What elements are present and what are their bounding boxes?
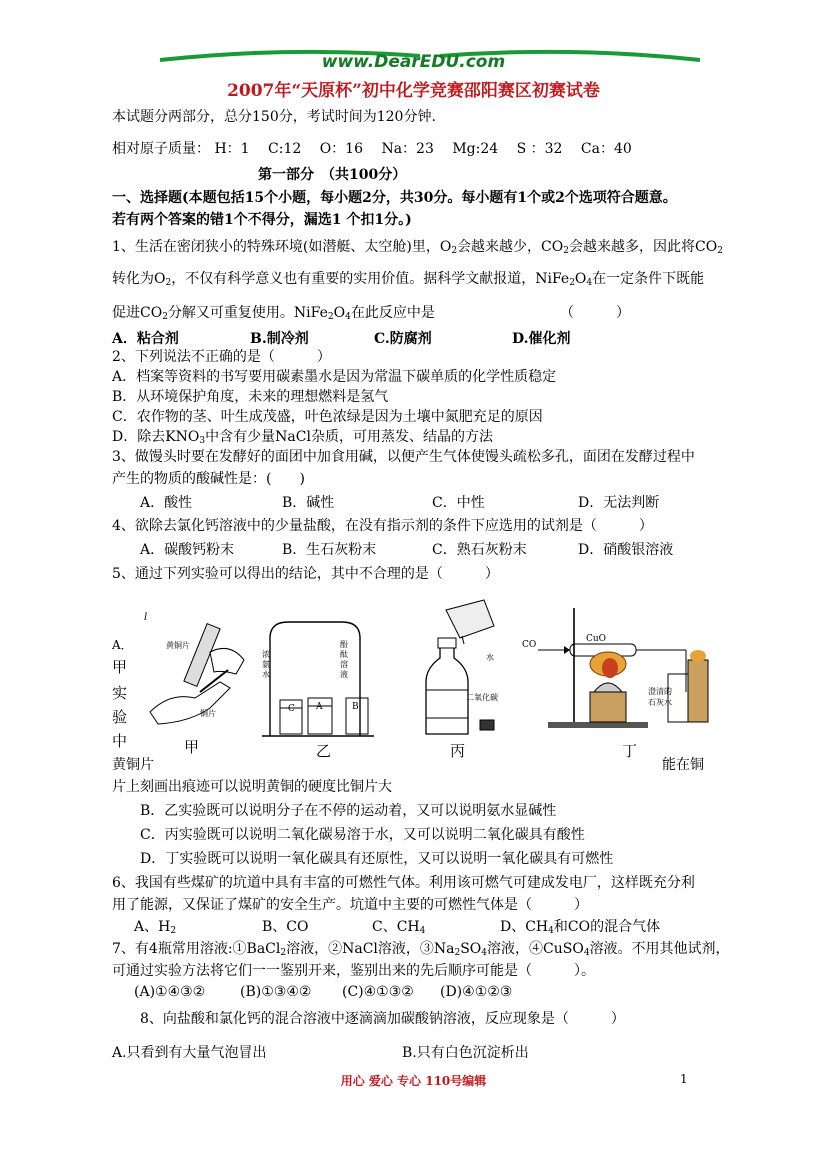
label-water: 水 xyxy=(486,653,494,662)
q1-line-2: 转化为$O_2$，不仅有科学意义也有重要的实用价值。据科学文献报道，$NiFe_2O_4$在一定条件下既能 xyxy=(112,271,705,288)
section-heading-2: 若有两个答案的错1个不得分，漏选1 个扣1分。) xyxy=(112,212,412,228)
q8-option-a: A.只看到有大量气泡冒出 xyxy=(112,1045,267,1061)
q8-stem: 8、向盐酸和氯化钙的混合溶液中逐滴滴加碳酸钠溶液，反应现象是（ ） xyxy=(140,1011,625,1027)
q3-option-b: B．碱性 xyxy=(282,495,335,511)
figure-label-ding: 丁 xyxy=(622,742,638,760)
q7-option-b: (B)①③④② xyxy=(240,984,312,1000)
q1-line-3: 促进$CO_2$分解又可重复使用。$NiFe_2O_4$在此反应中是 xyxy=(112,305,435,322)
section-heading-1: 一、选择题(本题包括15个小题，每小题2分，共30分。每小题有1个或2个选项符合题意。 xyxy=(112,190,677,206)
q7-line-1: 7、有4瓶常用溶液:①BaCl$_2$溶液，②NaCl溶液，$③Na_2SO_4$溶液，④CuSO$_4$溶液。不用其他试剂， xyxy=(112,941,730,958)
q5-side-char: 甲 xyxy=(112,658,128,676)
q7-line-2: 可通过实验方法将它们一一鉴别开来，鉴别出来的先后顺序可能是（ ）。 xyxy=(112,963,595,979)
q3-option-c: C．中性 xyxy=(432,495,485,511)
q6-option-a: A、$H_2$ xyxy=(134,919,177,936)
intro-line-2: 相对原子质量： H：1 C:12 O：16 Na：23 Mg:24 S ：32 Ca：40 xyxy=(112,141,632,157)
q5-option-a-right: 能在铜 xyxy=(662,757,704,773)
q2-option-b: B．从环境保护角度，未来的理想燃料是氢气 xyxy=(112,389,389,405)
figure-bing xyxy=(418,598,518,738)
q3-option-d: D．无法判断 xyxy=(578,495,660,511)
q5-option-a-left: 黄铜片 xyxy=(112,757,154,773)
footer-slogan: 用心 爱心 专心 110号编辑 xyxy=(340,1074,487,1088)
intro-line-1: 本试题分两部分，总分150分，考试时间为120分钟. xyxy=(112,109,436,125)
q4-option-b: B．生石灰粉末 xyxy=(282,542,377,558)
figure-label-yi: 乙 xyxy=(316,742,332,760)
figure-ding xyxy=(518,604,718,734)
label-beaker-a: A xyxy=(316,702,323,712)
q7-option-a: (A)①④③② xyxy=(134,984,206,1000)
figure-label-bing: 丙 xyxy=(450,742,466,760)
label-co: CO xyxy=(522,640,537,650)
q1-option-b: B.制冷剂 xyxy=(250,331,309,347)
figure-jia-mark: l xyxy=(144,612,148,623)
q1-option-c: C.防腐剂 xyxy=(374,331,432,347)
q5-option-b: B．乙实验既可以说明分子在不停的运动着，又可以说明氨水显碱性 xyxy=(140,803,557,819)
q4-stem: 4、欲除去氯化钙溶液中的少量盐酸，在没有指示剂的条件下应选用的试剂是（ ） xyxy=(112,518,653,534)
header-url: www.DearEDU.com xyxy=(321,52,506,72)
q6-option-d: D、$CH_4$和CO的混合气体 xyxy=(500,919,661,936)
q6-line-1: 6、我国有些煤矿的坑道中具有丰富的可燃性气体。利用该可燃气可建成发电厂，这样既充分利 xyxy=(112,875,695,891)
q6-option-c: C、$CH_4$ xyxy=(372,919,426,936)
q5-side-a: A． xyxy=(112,638,133,652)
q3-line-2: 产生的物质的酸碱性是：( ) xyxy=(112,471,305,487)
q5-side-char: 实 xyxy=(112,684,128,702)
q5-option-c: C．丙实验既可以说明二氧化碳易溶于水，又可以说明二氧化碳具有酸性 xyxy=(140,827,585,843)
figure-jia xyxy=(140,612,250,732)
q4-option-a: A．碳酸钙粉末 xyxy=(140,542,235,558)
q5-option-a-cont: 片上刻画出痕迹可以说明黄铜的硬度比铜片大 xyxy=(112,779,392,795)
q7-option-c: (C)④①③② xyxy=(342,984,414,1000)
figure-yi xyxy=(258,612,378,740)
q2-option-d: D．除去$KNO_3$中含有少量NaCl杂质，可用蒸发、结晶的方法 xyxy=(112,429,493,446)
page-title: 2007年“天原杯”初中化学竞赛邵阳赛区初赛试卷 xyxy=(227,81,600,101)
label-cuo: CuO xyxy=(586,634,607,644)
q1-option-d: D.催化剂 xyxy=(512,331,571,347)
label-limewater: 澄清的石灰水 xyxy=(648,687,672,707)
q1-line-1: 1、生活在密闭狭小的特殊环境(如潜艇、太空舱)里，$O_2$会越来越少，$CO_2$会越来越多，因此将$CO_2$ xyxy=(112,239,723,256)
q5-side-char: 验 xyxy=(112,708,128,726)
q2-option-a: A．档案等资料的书写要用碳素墨水是因为常温下碳单质的化学性质稳定 xyxy=(112,369,557,385)
label-copper: 铜片 xyxy=(200,709,216,718)
q2-stem: 2、下列说法不正确的是（ ） xyxy=(112,349,331,365)
label-ammonia: 浓氨水 xyxy=(262,650,270,679)
label-beaker-b: B xyxy=(352,702,359,712)
label-co2: 二氧化碳 xyxy=(466,693,498,702)
q7-option-d: (D)④①②③ xyxy=(440,984,513,1000)
part-heading: 第一部分 （共100分） xyxy=(258,167,407,183)
q5-option-d: D．丁实验既可以说明一氧化碳具有还原性，又可以说明一氧化碳具有可燃性 xyxy=(140,851,614,867)
q2-option-c: C．农作物的茎、叶生成茂盛，叶色浓绿是因为土壤中氮肥充足的原因 xyxy=(112,409,543,425)
page-number: 1 xyxy=(680,1072,688,1086)
q6-option-b: B、CO xyxy=(262,919,309,935)
q6-line-2: 用了能源，又保证了煤矿的安全生产。坑道中主要的可燃性气体是（ ） xyxy=(112,897,588,913)
q5-stem: 5、通过下列实验可以得出的结论，其中不合理的是（ ） xyxy=(112,566,499,582)
label-brass: 黄铜片 xyxy=(166,641,190,650)
q4-option-d: D．硝酸银溶液 xyxy=(578,542,674,558)
q3-option-a: A．酸性 xyxy=(140,495,193,511)
q8-option-b: B.只有白色沉淀析出 xyxy=(402,1045,529,1061)
figure-label-jia: 甲 xyxy=(184,738,200,756)
q5-side-char: 中 xyxy=(112,732,128,750)
q3-line-1: 3、做馒头时要在发酵好的面团中加食用碱，以便产生气体使馒头疏松多孔，面团在发酵过程中 xyxy=(112,449,695,465)
q1-answer-paren: （ ） xyxy=(560,305,630,321)
label-beaker-c: C xyxy=(288,704,295,714)
q4-option-c: C．熟石灰粉末 xyxy=(432,542,527,558)
label-phenol: 酚酞溶液 xyxy=(340,640,348,679)
q1-option-a: A．粘合剂 xyxy=(112,331,179,347)
